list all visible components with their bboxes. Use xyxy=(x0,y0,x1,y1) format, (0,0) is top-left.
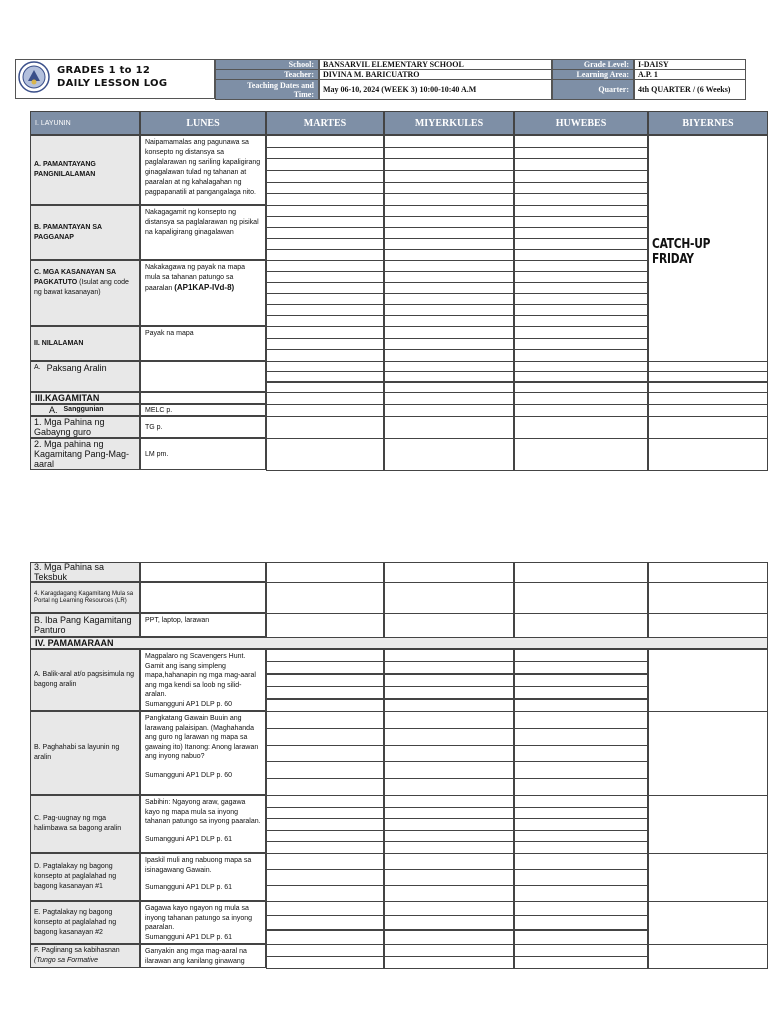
section-pamamaraan: IV. PAMAMARAAN xyxy=(30,637,768,649)
empty-sub-cell xyxy=(514,915,648,930)
row-label-pag-uugnay: C. Pag-uugnay ng mga halimbawa sa bagong aralin xyxy=(30,795,140,853)
lunes-cell-pagtalakay-1 xyxy=(140,853,266,901)
area-value: A.P. 1 xyxy=(634,69,746,80)
biyernes-cell xyxy=(648,438,768,471)
lunes-cell-kagamitang-mag-aaral: LM pm. xyxy=(140,438,266,470)
grade-value: I-DAISY xyxy=(634,59,746,70)
empty-sub-cell xyxy=(384,711,514,729)
row-label-paghahabi: B. Paghahabi sa layunin ng aralin xyxy=(30,711,140,795)
document-title xyxy=(57,64,167,90)
lunes-cell-kagamitan xyxy=(140,392,266,404)
empty-sub-cell xyxy=(266,853,384,870)
lunes-cell-balik-aral xyxy=(140,649,266,711)
deped-seal-icon xyxy=(18,61,50,93)
row-label-nilalaman: II. NILALAMAN xyxy=(30,326,140,361)
empty-sub-cell xyxy=(514,686,648,699)
pagtalakay-2-text: Gagawa kayo ngayon ng mula sa inyong tahanan patungo sa inyong paaralan. xyxy=(145,905,253,931)
empty-sub-cell xyxy=(384,778,514,796)
empty-sub-cell xyxy=(266,711,384,729)
empty-sub-cell xyxy=(384,582,514,614)
row-label-balik-aral: A. Balik-aral at/o pagsisimula ng bagong aralin xyxy=(30,649,140,711)
title-line-1: GRADES 1 to 12 xyxy=(57,65,151,76)
empty-sub-cell xyxy=(384,885,514,902)
empty-sub-cell xyxy=(384,438,514,471)
empty-sub-cell xyxy=(384,613,514,638)
empty-sub-cell xyxy=(514,761,648,779)
pagtalakay-2-ref: Sumangguni AP1 DLP p. 61 xyxy=(145,933,233,941)
biyernes-cell xyxy=(648,944,768,969)
row-label-pagtalakay-2: E. Pagtalakay ng bagong konsepto at paglalahad ng bagong kasanayan #2 xyxy=(30,901,140,944)
biyernes-cell xyxy=(648,416,768,439)
empty-sub-cell xyxy=(384,930,514,945)
lunes-cell-teksbuk xyxy=(140,562,266,582)
empty-sub-cell xyxy=(514,853,648,870)
biyernes-cell xyxy=(648,613,768,638)
biyernes-cell xyxy=(648,901,768,945)
empty-sub-cell xyxy=(384,915,514,930)
empty-sub-cell xyxy=(384,371,514,382)
pagtalakay-1-ref: Sumangguni AP1 DLP p. 61 xyxy=(145,884,233,891)
paglinang-label: F. Paglinang sa kabihasnan xyxy=(34,947,120,954)
biyernes-cell xyxy=(648,711,768,796)
empty-sub-cell xyxy=(514,613,648,638)
day-header-biyernes: BIYERNES xyxy=(648,111,768,135)
teacher-label: Teacher: xyxy=(215,69,319,80)
biyernes-cell xyxy=(648,649,768,712)
biyernes-cell xyxy=(648,582,768,614)
title-line-2: DAILY LESSON LOG xyxy=(57,78,168,89)
empty-sub-cell xyxy=(514,930,648,945)
empty-sub-cell xyxy=(266,869,384,886)
empty-sub-cell xyxy=(514,416,648,439)
lunes-cell-c-text: Nakakagawa ng payak na mapa mula sa tahanan patungo sa paaralan xyxy=(145,264,246,292)
row-label-mga-kasanayan xyxy=(30,260,140,326)
catch-up-friday-label: CATCH-UP FRIDAY xyxy=(652,237,711,267)
lunes-cell-c xyxy=(140,260,266,326)
biyernes-cell xyxy=(648,562,768,583)
layunin-header: I. LAYUNIN xyxy=(30,111,140,135)
lunes-cell-a: Naipamamalas ang pagunawa sa konsepto ng distansya sa paglalarawan ng sariling kapaligirang ginagalawan tulad ng tahanan at paaralan at ng kahalagahan ng pagpapanatili at pangangalaga nito. xyxy=(140,135,266,205)
lunes-cell-paglinang: Ganyakin ang mga mag-aaral na ilarawan ang kanilang ginawang xyxy=(140,944,266,968)
competency-code: (AP1KAP-IVd-8) xyxy=(174,283,235,292)
empty-sub-cell xyxy=(514,885,648,902)
grade-label: Grade Level: xyxy=(552,59,634,70)
empty-sub-cell xyxy=(514,438,648,471)
empty-sub-cell xyxy=(266,438,384,471)
row-label-iba-pang-kagamitan: B. Iba Pang Kagamitang Panturo xyxy=(30,613,140,637)
row-label-paglinang xyxy=(30,944,140,968)
lunes-cell-nilalaman: Payak na mapa xyxy=(140,326,266,361)
empty-sub-cell xyxy=(266,416,384,439)
empty-sub-cell xyxy=(384,853,514,870)
kasanayan-note: (Isulat ang code ng bawat kasanayan) xyxy=(34,279,129,296)
lunes-cell-paksang xyxy=(140,361,266,392)
empty-sub-cell xyxy=(266,562,384,583)
day-header-huwebes: HUWEBES xyxy=(514,111,648,135)
empty-sub-cell xyxy=(266,778,384,796)
biyernes-cell xyxy=(648,795,768,854)
lunes-cell-gabay-guro: TG p. xyxy=(140,416,266,438)
empty-sub-cell xyxy=(514,901,648,916)
empty-sub-cell xyxy=(514,711,648,729)
empty-sub-cell xyxy=(514,562,648,583)
empty-sub-cell xyxy=(384,728,514,746)
empty-sub-cell xyxy=(514,371,648,382)
sanggunian-letter: A. xyxy=(49,405,58,415)
row-label-sanggunian xyxy=(30,404,140,416)
empty-sub-cell xyxy=(514,582,648,614)
lunes-cell-b: Nakagagamit ng konsepto ng distansya sa paglalarawan ng pisikal na kapaligirang ginagalawan xyxy=(140,205,266,260)
area-label: Learning Area: xyxy=(552,69,634,80)
empty-sub-cell xyxy=(266,728,384,746)
row-label-portal-lr: 4. Karagdagang Kagamitang Mula sa Portal ng Learning Resources (LR) xyxy=(30,582,140,613)
empty-sub-cell xyxy=(384,686,514,699)
section-kagamitan: III.KAGAMITAN xyxy=(30,392,140,404)
row-label-kagamitang-mag-aaral: 2. Mga pahina ng Kagamitang Pang-Mag-aaral xyxy=(30,438,140,470)
empty-sub-cell xyxy=(514,661,648,674)
lunes-cell-pagtalakay-2 xyxy=(140,901,266,944)
dates-label xyxy=(215,79,319,100)
biyernes-cell xyxy=(648,371,768,382)
lunes-cell-pag-uugnay xyxy=(140,795,266,853)
kasanayan-bold: C. MGA KASANAYAN SA PAGKATUTO xyxy=(34,269,116,286)
day-header-miyerkules: MIYERKULES xyxy=(384,111,514,135)
empty-sub-cell xyxy=(266,371,384,382)
paksang-letter: A. xyxy=(34,364,41,371)
empty-sub-cell xyxy=(514,869,648,886)
empty-sub-cell xyxy=(266,613,384,638)
biyernes-cell xyxy=(648,853,768,902)
paksang-text: Paksang Aralin xyxy=(46,363,107,373)
empty-sub-cell xyxy=(384,901,514,916)
sanggunian-text: Sanggunian xyxy=(63,406,104,413)
empty-sub-cell xyxy=(514,728,648,746)
dates-value: May 06-10, 2024 (WEEK 3) 10:00-10:40 A.M xyxy=(319,79,552,100)
empty-sub-cell xyxy=(266,915,384,930)
lunes-cell-iba-pang-kagamitan: PPT, laptop, larawan xyxy=(140,613,266,637)
empty-sub-cell xyxy=(266,761,384,779)
paglinang-label-note: (Tungo sa Formative xyxy=(34,957,99,964)
empty-sub-cell xyxy=(384,761,514,779)
empty-sub-cell xyxy=(266,930,384,945)
day-header-martes: MARTES xyxy=(266,111,384,135)
lunes-cell-portal-lr xyxy=(140,582,266,613)
pagtalakay-1-text: Ipaskil muli ang nabuong mapa sa isinagawang Gawain. xyxy=(145,857,252,874)
school-value: BANSARVIL ELEMENTARY SCHOOL xyxy=(319,59,552,70)
empty-sub-cell xyxy=(384,562,514,583)
quarter-label: Quarter: xyxy=(552,79,634,100)
dates-label-line-2: Time: xyxy=(293,90,314,99)
pag-uugnay-ref: Sumangguni AP1 DLP p. 61 xyxy=(145,835,233,843)
school-label: School: xyxy=(215,59,319,70)
row-label-pamantayang-pangnilalaman: A. PAMANTAYANG PANGNILALAMAN xyxy=(30,135,140,205)
empty-sub-cell xyxy=(266,686,384,699)
empty-sub-cell xyxy=(384,416,514,439)
lunes-cell-sanggunian: MELC p. xyxy=(140,404,266,416)
empty-sub-cell xyxy=(266,582,384,614)
pag-uugnay-text: Sabihin: Ngayong araw, gagawa kayo ng mapa mula sa inyong tahanan patungo sa inyong paaralan. xyxy=(145,799,261,825)
lunes-cell-paghahabi xyxy=(140,711,266,795)
empty-sub-cell xyxy=(266,901,384,916)
day-header-lunes: LUNES xyxy=(140,111,266,135)
paghahabi-ref: Sumangguni AP1 DLP p. 60 xyxy=(145,771,233,779)
quarter-value: 4th QUARTER / (6 Weeks) xyxy=(634,79,746,100)
empty-sub-cell xyxy=(266,885,384,902)
balik-aral-text: Magpalaro ng Scavengers Hunt. Gamit ang isang simpleng mapa,hahanapin ng mga mag-aaral ang mga kendi sa loob ng silid-aralan. xyxy=(145,653,256,698)
empty-sub-cell xyxy=(514,778,648,796)
empty-sub-cell xyxy=(266,661,384,674)
empty-sub-cell xyxy=(266,956,384,969)
row-label-gabay-guro: 1. Mga Pahina ng Gabayng guro xyxy=(30,416,140,438)
empty-sub-cell xyxy=(384,869,514,886)
empty-sub-cell xyxy=(384,956,514,969)
row-label-teksbuk: 3. Mga Pahina sa Teksbuk xyxy=(30,562,140,582)
empty-sub-cell xyxy=(514,956,648,969)
row-label-pagtalakay-1: D. Pagtalakay ng bagong konsepto at paglalahad ng bagong kasanayan #1 xyxy=(30,853,140,901)
empty-sub-cell xyxy=(384,661,514,674)
row-label-paksang-aralin xyxy=(30,361,140,392)
dates-label-line-1: Teaching Dates and xyxy=(247,81,314,90)
teacher-value: DIVINA M. BARICUATRO xyxy=(319,69,552,80)
balik-aral-ref: Sumangguni AP1 DLP p. 60 xyxy=(145,700,233,708)
paghahabi-text: Pangkatang Gawain Buuin ang larawang palaisipan. (Maghahanda ang guro ng larawan ng mapa sa gawaing ito) Itanong: Anong larawan ang inyong nabuo? xyxy=(145,715,259,760)
row-label-pamantayan-sa-pagganap: B. PAMANTAYAN SA PAGGANAP xyxy=(30,205,140,260)
